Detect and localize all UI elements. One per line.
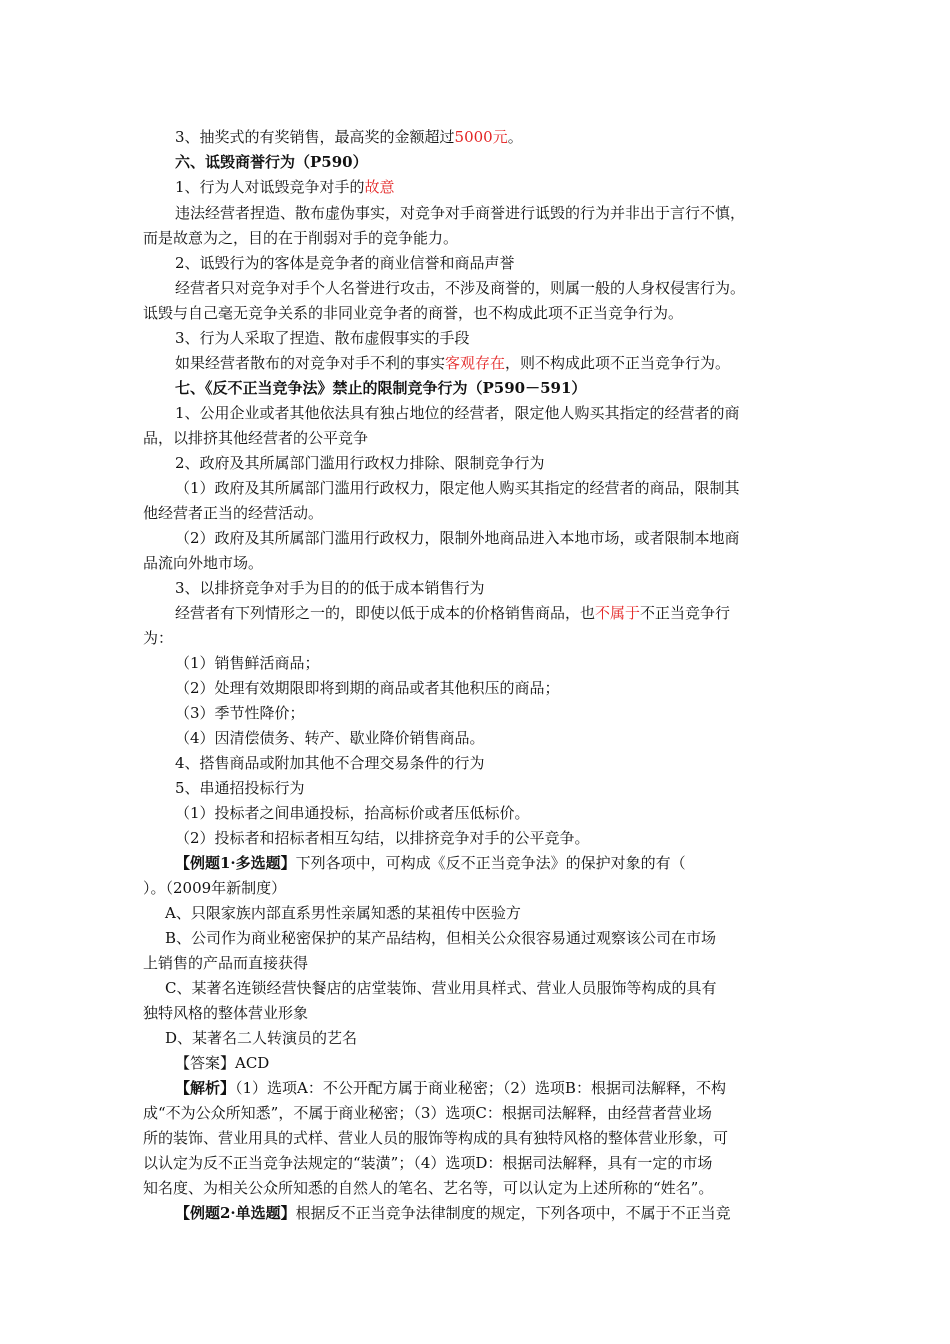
highlight-amount: 5000元 bbox=[454, 128, 508, 146]
text-line: 以认定为反不正当竞争法规定的“装潢”；（4）选项D：根据司法解释，具有一定的市场 bbox=[143, 1154, 713, 1172]
text-line: （2）投标者和招标者相互勾结，以排挤竞争对手的公平竞争。 bbox=[175, 829, 590, 847]
answer-line: 【答案】ACD bbox=[175, 1054, 270, 1072]
text-line: 3、抽奖式的有奖销售，最高奖的金额超过5000元。 bbox=[175, 128, 523, 146]
text-line: 经营者有下列情形之一的，即使以低于成本的价格销售商品，也不属于不正当竞争行 bbox=[175, 604, 731, 622]
section-heading: 六、诋毁商誉行为（P590） bbox=[175, 153, 368, 171]
text-line: 1、行为人对诋毁竞争对手的故意 bbox=[175, 178, 395, 196]
text-line: ）。（2009年新制度） bbox=[143, 879, 287, 897]
text-line: 3、以排挤竞争对手为目的的低于成本销售行为 bbox=[175, 579, 485, 597]
text-line: 2、诋毁行为的客体是竞争者的商业信誉和商品声誉 bbox=[175, 254, 515, 272]
text-line: 如果经营者散布的对竞争对手不利的事实客观存在，则不构成此项不正当竞争行为。 bbox=[175, 354, 731, 372]
highlight-not-belong: 不属于 bbox=[595, 604, 641, 622]
text-line: （1）政府及其所属部门滥用行政权力，限定他人购买其指定的经营者的商品，限制其 bbox=[175, 479, 740, 497]
text-line: 3、行为人采取了捏造、散布虚假事实的手段 bbox=[175, 329, 470, 347]
text-line: 违法经营者捏造、散布虚伪事实，对竞争对手商誉进行诋毁的行为并非出于言行不慎， bbox=[175, 204, 746, 222]
example-question: 【例题1·多选题】下列各项中，可构成《反不正当竞争法》的保护对象的有（ bbox=[175, 854, 686, 872]
text-line: （2）处理有效期限即将到期的商品或者其他积压的商品； bbox=[175, 679, 560, 697]
text-line: 成“不为公众所知悉”，不属于商业秘密；（3）选项C：根据司法解释，由经营者营业场 bbox=[143, 1104, 712, 1122]
text-line: 而是故意为之，目的在于削弱对手的竞争能力。 bbox=[143, 229, 459, 247]
option-a: A、只限家族内部直系男性亲属知悉的某祖传中医验方 bbox=[165, 904, 521, 922]
option-c: C、某著名连锁经营快餐店的店堂装饰、营业用具样式、营业人员服饰等构成的具有 bbox=[165, 979, 717, 997]
highlight-objective: 客观存在 bbox=[445, 354, 506, 372]
text-line: （4）因清偿债务、转产、歇业降价销售商品。 bbox=[175, 729, 485, 747]
text-line: 独特风格的整体营业形象 bbox=[143, 1004, 309, 1022]
text-line: 经营者只对竞争对手个人名誉进行攻击，不涉及商誉的，则属一般的人身权侵害行为。 bbox=[175, 279, 746, 297]
example-question: 【例题2·单选题】根据反不正当竞争法律制度的规定，下列各项中，不属于不正当竞 bbox=[175, 1204, 731, 1222]
text-line: 所的装饰、营业用具的式样、营业人员的服饰等构成的具有独特风格的整体营业形象，可 bbox=[143, 1129, 729, 1147]
text-line: 1、公用企业或者其他依法具有独占地位的经营者，限定他人购买其指定的经营者的商 bbox=[175, 404, 740, 422]
text-line: 品，以排挤其他经营者的公平竞争 bbox=[143, 429, 369, 447]
text-line: （3）季节性降价； bbox=[175, 704, 305, 722]
text-line: 2、政府及其所属部门滥用行政权力排除、限制竞争行为 bbox=[175, 454, 545, 472]
text-line: （2）政府及其所属部门滥用行政权力，限制外地商品进入本地市场，或者限制本地商 bbox=[175, 529, 740, 547]
text-line: 知名度、为相关公众所知悉的自然人的笔名、艺名等，可以认定为上述所称的“姓名”。 bbox=[143, 1179, 714, 1197]
option-b: B、公司作为商业秘密保护的某产品结构，但相关公众很容易通过观察该公司在市场 bbox=[165, 929, 717, 947]
text-line: （1）投标者之间串通投标，抬高标价或者压低标价。 bbox=[175, 804, 530, 822]
text-line: 上销售的产品而直接获得 bbox=[143, 954, 309, 972]
text-line: （1）销售鲜活商品； bbox=[175, 654, 320, 672]
analysis-line: 【解析】（1）选项A：不公开配方属于商业秘密；（2）选项B：根据司法解释，不构 bbox=[175, 1079, 726, 1097]
text-line: 诋毁与自己毫无竞争关系的非同业竞争者的商誉，也不构成此项不正当竞争行为。 bbox=[143, 304, 684, 322]
text-line: 4、搭售商品或附加其他不合理交易条件的行为 bbox=[175, 754, 485, 772]
text-line: 品流向外地市场。 bbox=[143, 554, 264, 572]
text-line: 为： bbox=[143, 629, 174, 647]
option-d: D、某著名二人转演员的艺名 bbox=[165, 1029, 358, 1047]
text-line: 5、串通招投标行为 bbox=[175, 779, 305, 797]
text-line: 他经营者正当的经营活动。 bbox=[143, 504, 324, 522]
highlight-intent: 故意 bbox=[364, 178, 395, 196]
section-heading: 七、《反不正当竞争法》禁止的限制竞争行为（P590－591） bbox=[175, 379, 587, 397]
